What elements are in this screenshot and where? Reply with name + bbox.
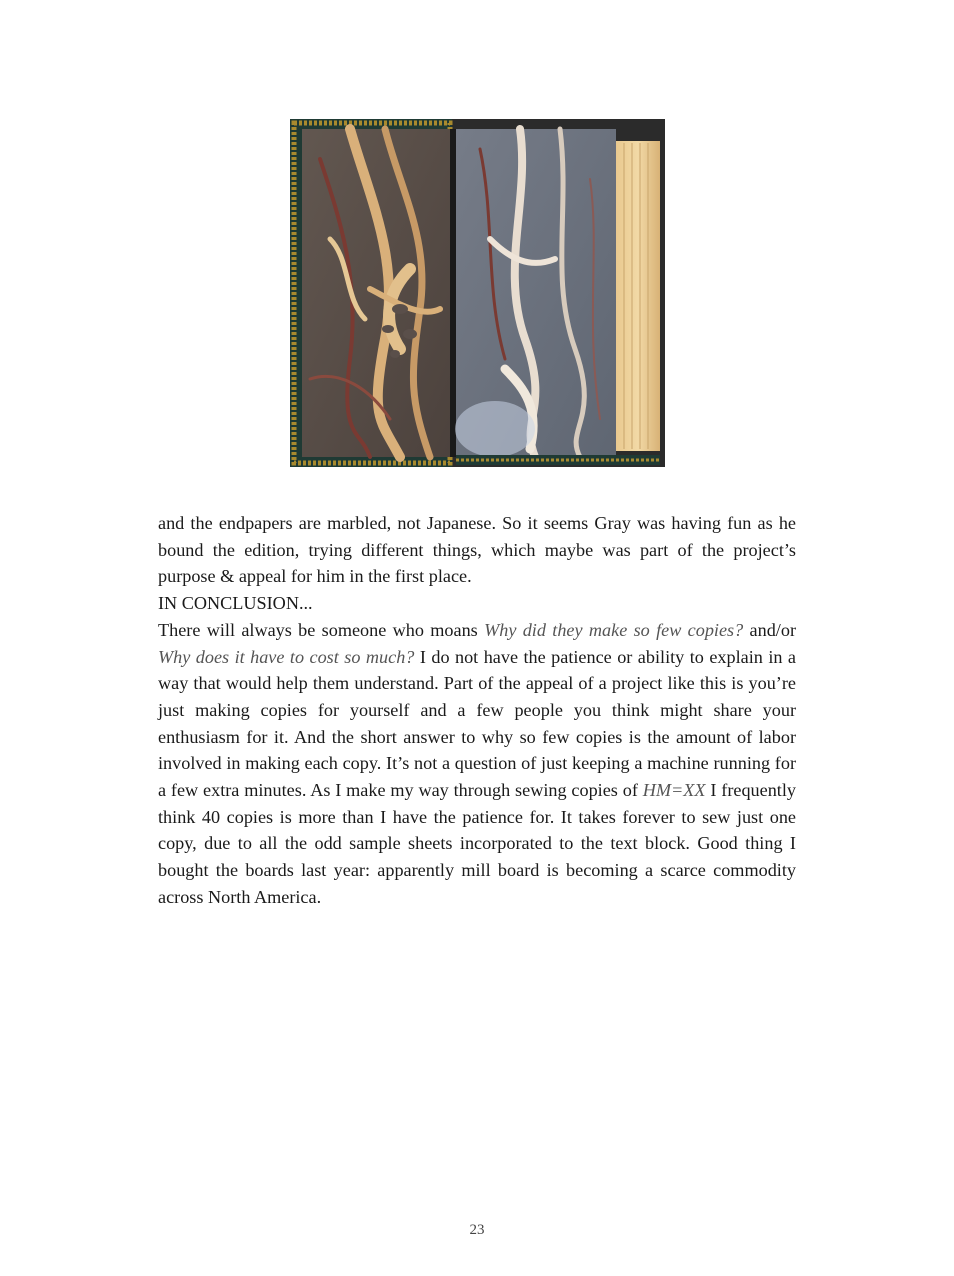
book-photo [290, 119, 665, 467]
paragraph-endpapers: and the endpapers are marbled, not Japanese. So it seems Gray was having fun as he bound the edition, trying different things, which maybe was part of the project’s purpose & appeal for him in the first place. [158, 513, 796, 587]
paragraph-conclusion [158, 617, 796, 911]
book-title: HM=XX [642, 780, 706, 801]
page-edges [616, 141, 660, 451]
text-segment: and/or [743, 619, 797, 640]
gutter [450, 129, 456, 457]
quoted-question: Why did they make so few copies? [484, 619, 744, 640]
text-segment: I do not have the patience or ability to explain in a way that would help them understand. Part of the appeal of a project like this is you’re just making copies for yourself and a few people you think might share your enthusiasm for it. And the short answer to why so few copies is the amount of labor involved in making each copy. It’s not a question of just keeping a machine running for a few extra minutes. As I make my way through sewing copies of [158, 646, 796, 801]
light-reflection [455, 401, 535, 457]
text-segment: I frequently think 40 copies is more than I have the patience for. It takes forever to sew just one copy, due to all the odd sample sheets incorporated to the text block. Good thing I bought the boards last year: apparently mill board is becoming a scarce commodity across North America. [158, 780, 797, 907]
section-heading: IN CONCLUSION... [158, 593, 313, 614]
text-segment: There will always be someone who moans [158, 619, 485, 640]
page-number: 23 [469, 1222, 485, 1238]
quoted-question: Why does it have to cost so much? [158, 646, 415, 667]
body-text [158, 510, 796, 911]
